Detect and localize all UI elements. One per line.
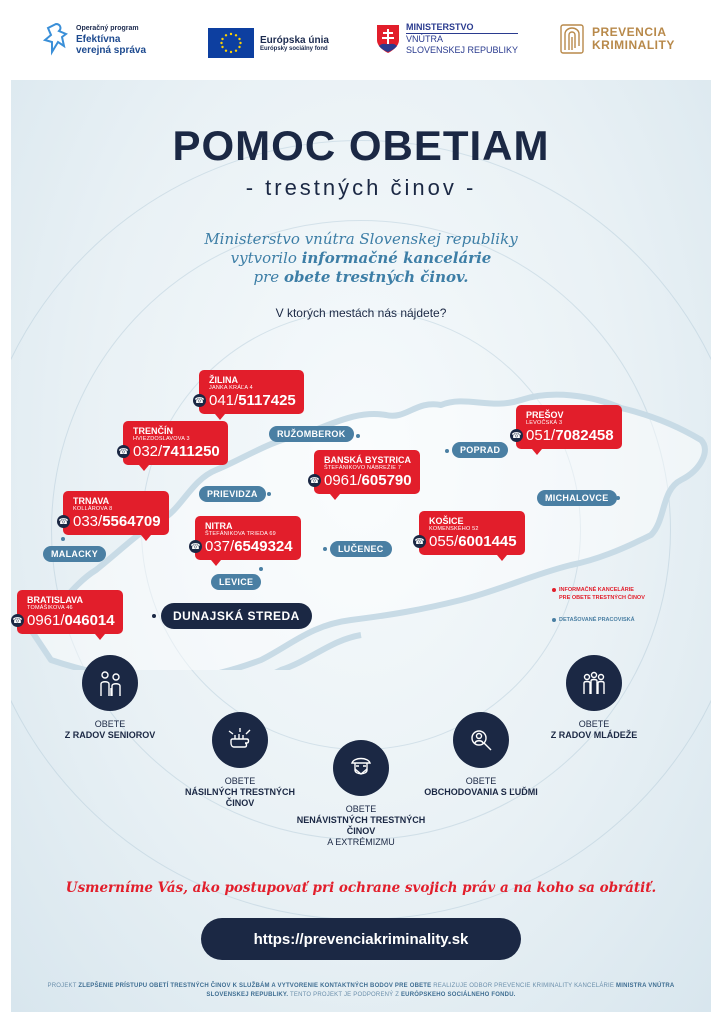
closing-message: Usmerníme Vás, ako postupovať pri ochrane svojich práv a na koho sa obrátiť. [65, 880, 657, 896]
category-main: NÁSILNÝCH TRESTNÝCH ČINOV [184, 787, 295, 808]
phone-icon: ☎ [194, 396, 205, 405]
phone-number: 5117425 [238, 392, 296, 409]
category-pre: OBETE [465, 776, 497, 786]
phone-icon: ☎ [309, 476, 320, 485]
category-seniors [45, 655, 175, 741]
office-phone[interactable] [511, 427, 614, 444]
intro-line2 [11, 249, 711, 268]
op-line2: Efektívna [76, 33, 121, 45]
branch-dot [152, 614, 156, 618]
phone-prefix: 037/ [205, 538, 235, 555]
office-phone[interactable] [309, 472, 412, 489]
intro-line3-b: obete trestných činov. [283, 268, 469, 286]
office-presov [511, 405, 622, 449]
eu-logo [208, 28, 329, 58]
legend-dot-blue [552, 618, 556, 622]
branch-prievidza: PRIEVIDZA [199, 486, 266, 502]
branch-michalovce: MICHALOVCE [537, 490, 617, 506]
branch-dot [267, 492, 271, 496]
eu-line2: Európsky sociálny fond [260, 45, 328, 52]
category-label [45, 719, 175, 741]
phone-prefix: 0961/ [324, 472, 362, 489]
ministry-line1: MINISTERSTVO [406, 22, 518, 34]
category-pre: OBETE [94, 719, 126, 729]
phone-icon: ☎ [12, 616, 23, 625]
phone-number: 7411250 [162, 443, 220, 460]
category-violent-crime [175, 712, 305, 809]
footer-part: TENTO PROJEKT JE PODPORENÝ Z [288, 992, 401, 998]
phone-prefix: 051/ [526, 427, 556, 444]
phone-number: 5564709 [102, 513, 161, 530]
branch-malacky: MALACKY [43, 546, 106, 562]
category-post: A EXTRÉMIZMU [327, 837, 395, 847]
office-city: BANSKÁ BYSTRICA [324, 455, 412, 465]
ministry-logo [376, 22, 518, 56]
office-city: TRENČÍN [133, 426, 173, 436]
branch-dot [445, 449, 449, 453]
office-city: NITRA [205, 521, 233, 531]
phone-number: 6549324 [234, 538, 293, 555]
office-address: KOLLÁROVA 8 [73, 506, 113, 512]
masked-person-icon [333, 740, 389, 796]
office-nitra [190, 516, 301, 560]
category-main: OBCHODOVANIA S ĽUĎMI [424, 787, 538, 797]
category-trafficking [416, 712, 546, 798]
page-subtitle: - trestných činov - [245, 175, 477, 200]
office-address: ŠTEFÁNIKOVA TRIEDA 69 [205, 531, 276, 537]
category-main: Z RADOV MLÁDEŽE [550, 730, 638, 740]
poster [11, 80, 711, 1012]
category-label [529, 719, 659, 741]
footer-part: ZLEPŠENIE PRÍSTUPU OBETÍ TRESTNÝCH ČINOV K SLUŽBÁM A VYTVORENIE KONTAKTNÝCH BODOV PRE OBETE [78, 983, 432, 989]
phone-prefix: 032/ [133, 443, 163, 460]
branch-dot [61, 537, 65, 541]
seniors-icon [82, 655, 138, 711]
phone-icon: ☎ [511, 431, 522, 440]
office-phone[interactable] [118, 443, 220, 460]
intro-line3 [11, 268, 711, 287]
intro-line1: Ministerstvo vnútra Slovenskej republiky [204, 230, 518, 248]
phone-number: 046014 [64, 612, 115, 629]
office-phone[interactable] [190, 538, 293, 555]
legend-branches [552, 616, 635, 624]
footer-part: PROJEKT [47, 983, 79, 989]
op-figure-icon [42, 22, 70, 56]
fingerprint-icon [560, 24, 584, 54]
office-trnava [58, 491, 169, 535]
op-line1: Operačný program [76, 24, 139, 32]
legend-branches-label: DETAŠOVANÉ PRACOVISKÁ [559, 617, 635, 623]
category-hate-crime [296, 740, 426, 848]
branch-dot [323, 547, 327, 551]
footer-part: MINISTRA VNÚTRA SLOVENSKEJ REPUBLIKY. [206, 983, 675, 998]
prevencia-logo [560, 24, 675, 54]
footer [31, 982, 691, 1000]
office-banska-bystrica [309, 450, 420, 494]
office-bratislava [12, 590, 123, 634]
prevencia-line2: KRIMINALITY [592, 38, 675, 52]
legend-dot-red [552, 588, 556, 592]
office-zilina [194, 370, 304, 414]
category-label [175, 776, 305, 809]
branch-dot [356, 434, 360, 438]
website-link[interactable]: https://prevenciakriminality.sk [201, 918, 521, 960]
branch-dot [259, 567, 263, 571]
office-city: ŽILINA [209, 375, 238, 385]
legend-offices-line2: PRE OBETE TRESTNÝCH ČINOV [559, 595, 645, 601]
office-address: ŠTEFÁNIKOVO NÁBREŽIE 7 [324, 465, 402, 471]
footer-part: REALIZUJE ODBOR PREVENCIE KRIMINALITY KANCELÁRIE [431, 983, 616, 989]
youth-group-icon [566, 655, 622, 711]
office-phone[interactable] [12, 612, 115, 629]
phone-number: 7082458 [555, 427, 614, 444]
legend-offices [552, 586, 645, 602]
question: V ktorých mestách nás nájdete? [275, 306, 447, 320]
office-phone[interactable] [58, 513, 161, 530]
intro-line2-b: informačné kancelárie [301, 249, 492, 267]
phone-prefix: 0961/ [27, 612, 65, 629]
office-address: HVIEZDOSLAVOVA 3 [133, 436, 190, 442]
category-main: Z RADOV SENIOROV [64, 730, 156, 740]
office-address: KOMENSKÉHO 52 [429, 526, 479, 532]
branch-poprad: POPRAD [452, 442, 508, 458]
legend-offices-line1: INFORMAČNÉ KANCELÁRIE [559, 587, 634, 593]
branch-dunajska-streda: DUNAJSKÁ STREDA [161, 603, 312, 629]
eu-line1: Európska únia [260, 34, 329, 46]
phone-prefix: 055/ [429, 533, 459, 550]
prevencia-line1: PREVENCIA [592, 25, 667, 39]
op-line3: verejná správa [76, 44, 147, 56]
category-pre: OBETE [578, 719, 610, 729]
phone-icon: ☎ [58, 517, 69, 526]
fist-icon [212, 712, 268, 768]
category-pre: OBETE [345, 804, 377, 814]
office-phone[interactable] [414, 533, 517, 550]
category-main: NENÁVISTNÝCH TRESTNÝCH ČINOV [296, 815, 426, 836]
branch-ruzomberok: RUŽOMBEROK [269, 426, 354, 442]
office-city: PREŠOV [526, 410, 564, 420]
branch-levice: LEVICE [211, 574, 261, 590]
ministry-line2: VNÚTRA [406, 34, 444, 44]
office-city: KOŠICE [429, 516, 464, 526]
branch-dot [616, 496, 620, 500]
intro-line2-a: vytvorilo [230, 249, 302, 267]
phone-prefix: 033/ [73, 513, 103, 530]
phone-icon: ☎ [190, 542, 201, 551]
office-city: BRATISLAVA [27, 595, 83, 605]
ministry-line3: SLOVENSKEJ REPUBLIKY [406, 45, 519, 55]
category-pre: OBETE [224, 776, 256, 786]
slovak-coat-of-arms-icon [376, 24, 400, 54]
phone-number: 6001445 [458, 533, 517, 550]
page-title: POMOC OBETIAM [172, 122, 550, 169]
phone-prefix: 041/ [209, 392, 239, 409]
intro-line3-a: pre [253, 268, 284, 286]
branch-lucenec: LUČENEC [330, 541, 392, 557]
phone-icon: ☎ [414, 537, 425, 546]
category-label [416, 776, 546, 798]
office-address: JANKA KRÁĽA 4 [209, 385, 253, 391]
op-logo [42, 22, 146, 56]
office-address: TOMÁŠIKOVA 46 [27, 605, 73, 611]
phone-icon: ☎ [118, 447, 129, 456]
footer-part: EURÓPSKEHO SOCIÁLNEHO FONDU. [400, 992, 516, 998]
trafficking-icon [453, 712, 509, 768]
office-phone[interactable] [194, 392, 296, 409]
office-trencin [118, 421, 228, 465]
category-youth [529, 655, 659, 741]
office-kosice [414, 511, 525, 555]
phone-number: 605790 [361, 472, 412, 489]
eu-flag-icon [208, 28, 254, 58]
office-city: TRNAVA [73, 496, 110, 506]
office-address: LEVOČSKÁ 3 [526, 420, 563, 426]
category-label [296, 804, 426, 848]
